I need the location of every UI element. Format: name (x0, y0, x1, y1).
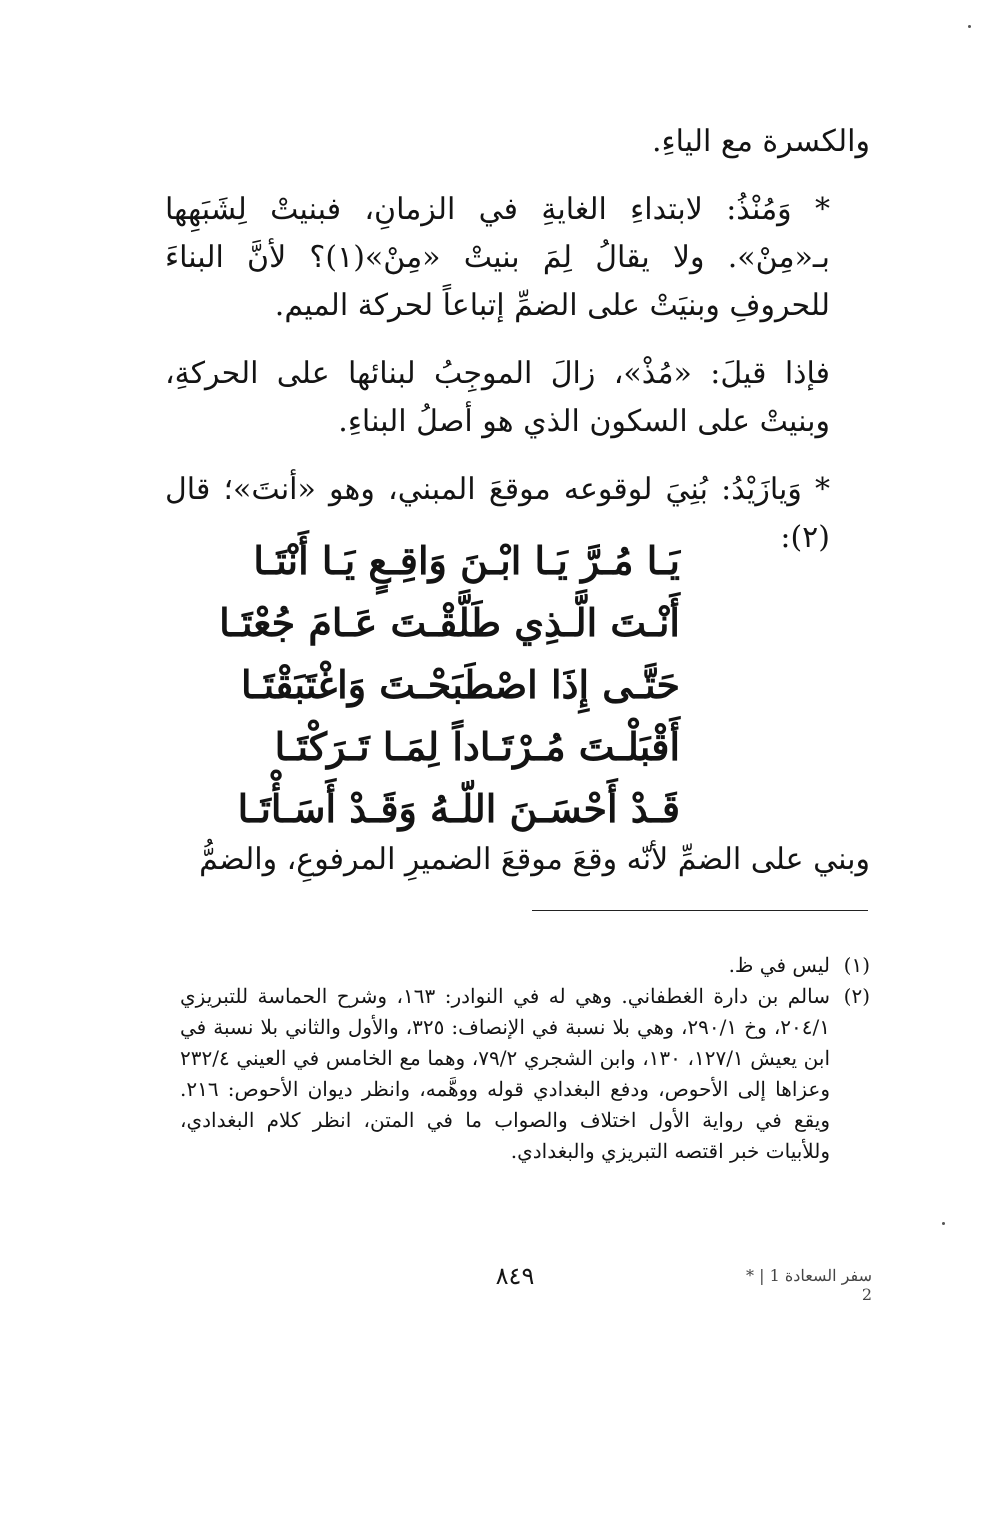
poem-verses (219, 530, 680, 840)
footnote-text: سالم بن دارة الغطفاني. وهي له في النوادر: ١٦٣، وشرح الحماسة للتبريزي ٢٠٤/١، وخ ٢٩٠/١، وهي بلا نسبة في الإنصاف: ٣٢٥، والأول والثاني بلا نسبة في ابن يعيش ١٢٧/١، ١٣٠، وابن الشجري ٧٩/٢، وهما مع الخامس في العيني ٢٣٢/٤ وعزاها إلى الأحوص، ودفع البغدادي قوله ووهَّمه، وانظر ديوان الأحوص: ٢١٦. ويقع في رواية الأول اختلاف والصواب ما في المتن، انظر كلام البغدادي، وللأبيات خبر اقتصه التبريزي والبغدادي. (180, 984, 831, 1163)
paragraph-ya-zayd: * وَيازَيْدُ: بُنِيَ لوقوعه موقعَ المبني، وهو «أنتَ»؛ قال (٢): (165, 472, 830, 555)
footnote-number: (١) (843, 953, 870, 977)
running-footer: سفر السعادة 1 | * 2 (746, 1266, 872, 1304)
main-text (165, 118, 870, 562)
verse-line: حَتَّـى إِذَا اصْطَبَحْـتَ وَاغْتَبَقْتَـا (240, 662, 680, 707)
verse-line: يَـا مُـرَّ يَـا ابْـنَ وَاقِـعٍ يَـا أَنْتَـا (253, 538, 680, 583)
scan-speck (942, 1222, 945, 1225)
footnote-2 (180, 981, 870, 1167)
paragraph-mundhu: * وَمُنْذُ: لابتداءِ الغايةِ في الزمانِ، فبنيتْ لِشَبَهِها بـ«مِنْ». ولا يقالُ لِمَ بنيتْ «مِنْ»(١)؟ لأنَّ البناءَ للحروفِ وبنيَتْ على الضمِّ إتباعاً لحركة الميم. (165, 192, 831, 323)
scan-speck (968, 25, 971, 28)
verse-line: أَقْبَلْـتَ مُـرْتَـاداً لِمَـا تَـرَكْتَـا (274, 724, 680, 769)
footnote-text: ليس في ظ. (728, 953, 830, 977)
verse-line: قَـدْ أَحْسَـنَ اللّـهُ وَقَـدْ أَسَـأْتَـا (237, 786, 680, 831)
verse-line: أَنْـتَ الَّـذِي طَلَّقْـتَ عَـامَ جُعْتَـا (219, 600, 680, 645)
footnote-number: (٢) (843, 984, 870, 1008)
footnote-1 (180, 950, 870, 981)
paragraph-1: والكسرة مع الياءِ. (652, 124, 870, 159)
page-number: ٨٤٩ (495, 1262, 535, 1290)
paragraph-after-verses: وبني على الضمِّ لأنّه وقعَ موقعَ الضميرِ المرفوعِ، والضمُّ (199, 842, 870, 877)
footnotes (180, 950, 870, 1167)
footnote-separator (532, 910, 868, 911)
paragraph-mudh: فإذا قيلَ: «مُذْ»، زالَ الموجِبُ لبنائها على الحركةِ، وبنيتْ على السكون الذي هو أصلُ البناءِ. (165, 356, 830, 439)
